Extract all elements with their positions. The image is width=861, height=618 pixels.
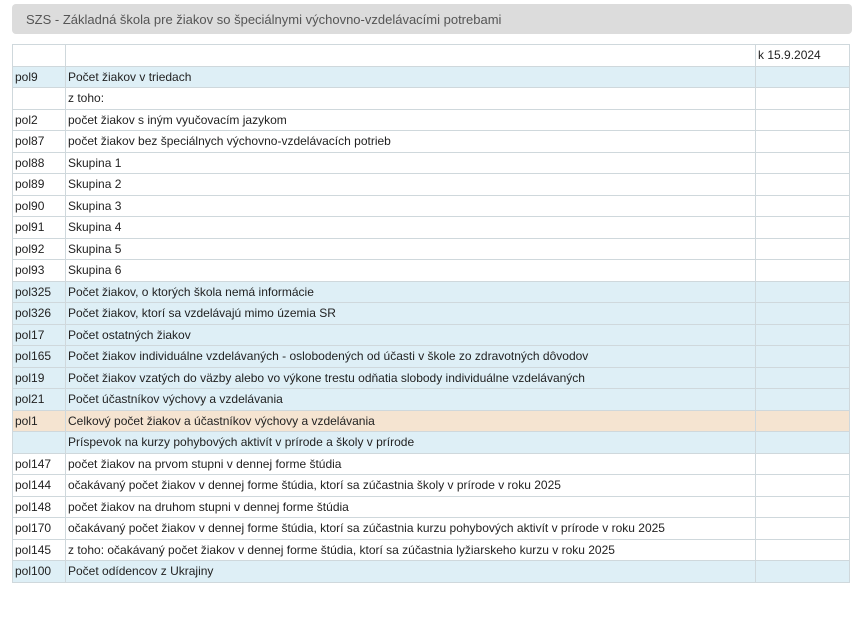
table-row-subheading xyxy=(13,88,850,110)
row-label: Počet odídencov z Ukrajiny xyxy=(66,561,756,583)
row-label: Skupina 1 xyxy=(66,152,756,174)
row-label: Počet žiakov individuálne vzdelávaných - oslobodených od účasti v škole zo zdravotných dôvodov xyxy=(66,346,756,368)
table-row-pol91 xyxy=(13,217,850,239)
row-code xyxy=(13,432,66,454)
table-row-pol9 xyxy=(13,66,850,88)
row-label: Počet ostatných žiakov xyxy=(66,324,756,346)
row-code: pol326 xyxy=(13,303,66,325)
table-row-pol145 xyxy=(13,539,850,561)
row-code: pol92 xyxy=(13,238,66,260)
row-code: pol100 xyxy=(13,561,66,583)
row-label: Počet žiakov v triedach xyxy=(66,66,756,88)
row-value-cell[interactable] xyxy=(756,131,850,153)
table-row-pol165 xyxy=(13,346,850,368)
row-value-cell[interactable] xyxy=(756,324,850,346)
row-value-cell xyxy=(756,410,850,432)
row-value-cell[interactable] xyxy=(756,109,850,131)
row-value-cell xyxy=(756,432,850,454)
row-value-cell[interactable] xyxy=(756,152,850,174)
table-row-pol89 xyxy=(13,174,850,196)
row-value-cell[interactable] xyxy=(756,303,850,325)
row-value-cell[interactable] xyxy=(756,217,850,239)
row-label: Počet účastníkov výchovy a vzdelávania xyxy=(66,389,756,411)
table-row-pol19 xyxy=(13,367,850,389)
table-row-pol170 xyxy=(13,518,850,540)
table-row-pol144 xyxy=(13,475,850,497)
form-title-bar xyxy=(12,4,852,34)
row-value-cell[interactable] xyxy=(756,195,850,217)
row-label: očakávaný počet žiakov v dennej forme štúdia, ktorí sa zúčastnia školy v prírode v roku 2025 xyxy=(66,475,756,497)
row-code: pol9 xyxy=(13,66,66,88)
row-code: pol145 xyxy=(13,539,66,561)
row-value-cell[interactable] xyxy=(756,518,850,540)
row-value-cell[interactable] xyxy=(756,238,850,260)
row-label: počet žiakov na druhom stupni v dennej forme štúdia xyxy=(66,496,756,518)
row-code: pol21 xyxy=(13,389,66,411)
column-header-date: k 15.9.2024 xyxy=(756,45,850,67)
row-code: pol148 xyxy=(13,496,66,518)
row-value-cell[interactable] xyxy=(756,260,850,282)
table-row-pol100 xyxy=(13,561,850,583)
column-header-code xyxy=(13,45,66,67)
row-code: pol19 xyxy=(13,367,66,389)
row-label: Počet žiakov vzatých do väzby alebo vo výkone trestu odňatia slobody individuálne vzdelávaných xyxy=(66,367,756,389)
table-row-pol325 xyxy=(13,281,850,303)
row-code: pol89 xyxy=(13,174,66,196)
row-code: pol1 xyxy=(13,410,66,432)
row-code: pol87 xyxy=(13,131,66,153)
row-value-cell xyxy=(756,88,850,110)
row-code: pol17 xyxy=(13,324,66,346)
table-row-pol90 xyxy=(13,195,850,217)
row-value-cell[interactable] xyxy=(756,346,850,368)
table-row-pol21 xyxy=(13,389,850,411)
row-code: pol2 xyxy=(13,109,66,131)
table-row-pol326 xyxy=(13,303,850,325)
row-value-cell[interactable] xyxy=(756,496,850,518)
table-row-pol147 xyxy=(13,453,850,475)
row-label: Počet žiakov, ktorí sa vzdelávajú mimo územia SR xyxy=(66,303,756,325)
table-row-pol93 xyxy=(13,260,850,282)
row-label: z toho: xyxy=(66,88,756,110)
row-value-cell[interactable] xyxy=(756,453,850,475)
row-code: pol90 xyxy=(13,195,66,217)
row-label: očakávaný počet žiakov v dennej forme štúdia, ktorí sa zúčastnia kurzu pohybových aktivít v prírode v roku 2025 xyxy=(66,518,756,540)
table-row-pol1 xyxy=(13,410,850,432)
row-label: Skupina 6 xyxy=(66,260,756,282)
row-code: pol147 xyxy=(13,453,66,475)
form-title: SZS - Základná škola pre žiakov so špeciálnymi výchovno-vzdelávacími potrebami xyxy=(26,11,502,27)
row-code: pol144 xyxy=(13,475,66,497)
row-value-cell[interactable] xyxy=(756,281,850,303)
table-header-row xyxy=(13,45,850,67)
row-label: Celkový počet žiakov a účastníkov výchovy a vzdelávania xyxy=(66,410,756,432)
table-row-pol2 xyxy=(13,109,850,131)
table-row-pol92 xyxy=(13,238,850,260)
row-label: Skupina 4 xyxy=(66,217,756,239)
row-value-cell[interactable] xyxy=(756,174,850,196)
table-row-pol87 xyxy=(13,131,850,153)
row-code: pol93 xyxy=(13,260,66,282)
table-row-section xyxy=(13,432,850,454)
table-row-pol88 xyxy=(13,152,850,174)
table-row-pol17 xyxy=(13,324,850,346)
row-value-cell[interactable] xyxy=(756,389,850,411)
row-label: počet žiakov bez špeciálnych výchovno-vzdelávacích potrieb xyxy=(66,131,756,153)
table-row-pol148 xyxy=(13,496,850,518)
row-code xyxy=(13,88,66,110)
row-label: Skupina 2 xyxy=(66,174,756,196)
row-label: počet žiakov na prvom stupni v dennej forme štúdia xyxy=(66,453,756,475)
row-code: pol325 xyxy=(13,281,66,303)
row-code: pol91 xyxy=(13,217,66,239)
row-label: z toho: očakávaný počet žiakov v dennej forme štúdia, ktorí sa zúčastnia lyžiarskeho kurzu v roku 2025 xyxy=(66,539,756,561)
row-label: Počet žiakov, o ktorých škola nemá informácie xyxy=(66,281,756,303)
row-value-cell[interactable] xyxy=(756,561,850,583)
row-code: pol88 xyxy=(13,152,66,174)
row-value-cell[interactable] xyxy=(756,475,850,497)
row-value-cell[interactable] xyxy=(756,367,850,389)
row-label: Skupina 3 xyxy=(66,195,756,217)
column-header-label xyxy=(66,45,756,67)
row-label: počet žiakov s iným vyučovacím jazykom xyxy=(66,109,756,131)
row-value-cell[interactable] xyxy=(756,66,850,88)
row-label: Skupina 5 xyxy=(66,238,756,260)
row-value-cell[interactable] xyxy=(756,539,850,561)
row-code: pol170 xyxy=(13,518,66,540)
row-label: Príspevok na kurzy pohybových aktivít v prírode a školy v prírode xyxy=(66,432,756,454)
statistics-table xyxy=(12,44,850,583)
row-code: pol165 xyxy=(13,346,66,368)
